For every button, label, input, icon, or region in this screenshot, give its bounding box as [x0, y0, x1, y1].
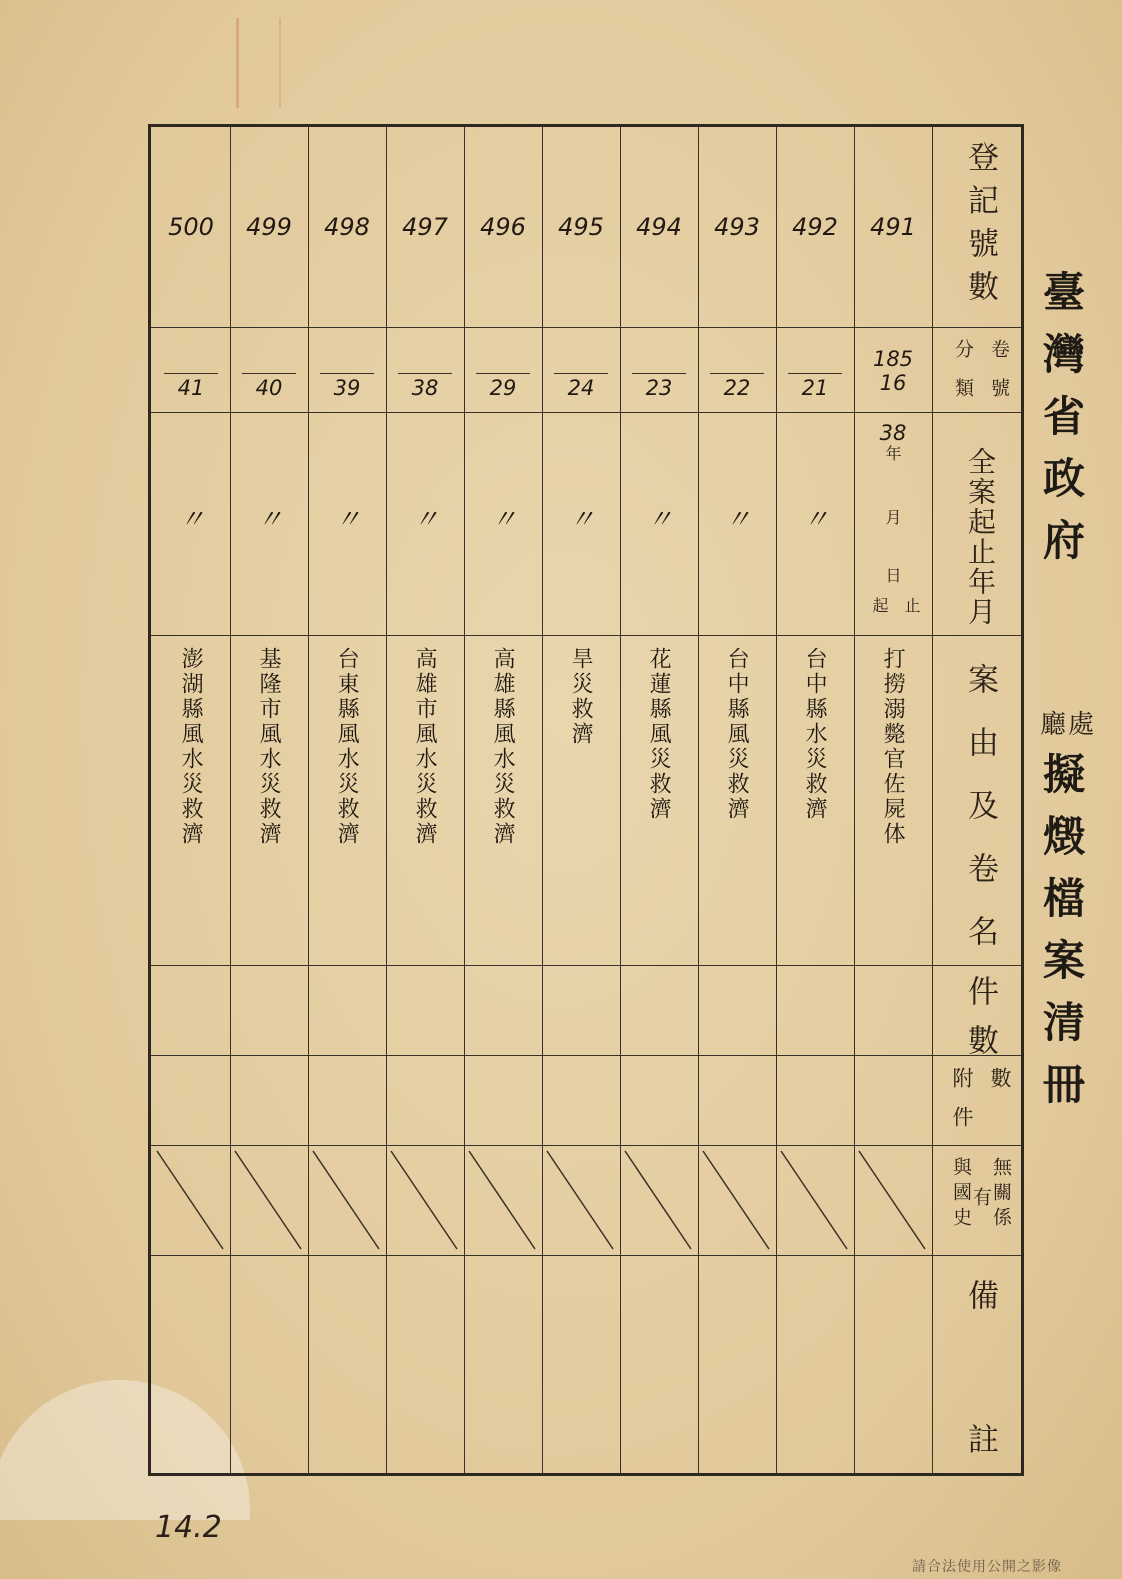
period-end-label: 止	[902, 597, 921, 619]
history-strike-line	[313, 1151, 379, 1249]
class-fraction-line	[242, 373, 296, 374]
class-fraction-line	[398, 373, 452, 374]
class-number: 23	[645, 376, 673, 400]
class-number: 29	[489, 376, 517, 400]
reg-number: 494	[636, 213, 682, 241]
header-count: 件數	[962, 975, 998, 1073]
period-ditto: 〃	[646, 505, 673, 535]
case-subject: 基隆市風水災救濟	[256, 647, 282, 847]
history-strike-line	[391, 1151, 457, 1249]
header-history-related: 有	[970, 1187, 992, 1212]
case-subject: 澎湖縣風水災救濟	[178, 647, 204, 847]
period-year-label: 年	[883, 445, 902, 467]
class-fraction-line	[788, 373, 842, 374]
reg-number: 498	[324, 213, 370, 241]
class-number: 22	[723, 376, 751, 400]
history-diagonals	[151, 1145, 932, 1255]
reg-number: 491	[870, 213, 916, 241]
period-ditto: 〃	[334, 505, 361, 535]
reg-number: 500	[168, 213, 214, 241]
history-strike-line	[859, 1151, 925, 1249]
reg-number: 495	[558, 213, 604, 241]
header-attach-count: 數	[988, 1067, 1012, 1094]
class-number: 21	[801, 376, 829, 400]
register-table	[148, 124, 1024, 1476]
reg-number: 499	[246, 213, 292, 241]
class-number: 24	[567, 376, 595, 400]
period-ditto: 〃	[178, 505, 205, 535]
class-fraction-line	[476, 373, 530, 374]
history-strike-line	[781, 1151, 847, 1249]
document-title: 臺灣省政府	[1037, 270, 1086, 580]
case-subject: 台中縣風災救濟	[724, 647, 750, 822]
header-remarks-top: 備	[962, 1279, 998, 1322]
class-number: 40	[255, 376, 283, 400]
header-reg-no: 登記號數	[962, 141, 998, 313]
period-ditto: 〃	[802, 505, 829, 535]
document-subtitle: 擬燬檔案清冊	[1037, 752, 1086, 1124]
period-day-label: 日	[883, 567, 902, 589]
period-ditto: 〃	[490, 505, 517, 535]
history-strike-line	[157, 1151, 223, 1249]
reg-number: 492	[792, 213, 838, 241]
header-classification: 分類	[952, 339, 974, 417]
period-ditto: 〃	[724, 505, 751, 535]
period-ditto: 〃	[568, 505, 595, 535]
history-strike-line	[625, 1151, 691, 1249]
history-strike-line	[469, 1151, 535, 1249]
class-fraction-line	[320, 373, 374, 374]
class-number: 39	[333, 376, 361, 400]
title-prefix: 廳處	[1040, 710, 1097, 740]
history-strike-line	[547, 1151, 613, 1249]
period-ditto: 〃	[412, 505, 439, 535]
header-attachments: 附件	[950, 1067, 974, 1145]
period-ditto: 〃	[256, 505, 283, 535]
reg-number: 496	[480, 213, 526, 241]
case-subject: 高雄市風水災救濟	[412, 647, 438, 847]
volume-number: 185	[872, 347, 914, 371]
footer-note: 請合法使用公開之影像	[912, 1559, 1062, 1575]
reg-number: 493	[714, 213, 760, 241]
history-strike-line	[235, 1151, 301, 1249]
header-remarks-bottom: 註	[962, 1423, 998, 1466]
header-history-national: 與國史	[950, 1157, 972, 1232]
class-fraction-line	[632, 373, 686, 374]
reg-number: 497	[402, 213, 448, 241]
class-fraction-line	[164, 373, 218, 374]
case-subject: 旱災救濟	[568, 647, 594, 747]
class-number: 38	[411, 376, 439, 400]
header-subject: 案由及卷名	[962, 663, 998, 978]
case-subject: 打撈溺斃官佐屍体	[880, 647, 906, 847]
header-history-unrelated: 無關係	[990, 1157, 1012, 1232]
case-subject: 高雄縣風水災救濟	[490, 647, 516, 847]
class-number: 16	[879, 371, 907, 395]
red-stamp-trace	[236, 18, 281, 108]
period-month-label: 月	[883, 509, 902, 531]
history-strike-line	[703, 1151, 769, 1249]
period-year: 38	[879, 421, 907, 445]
case-subject: 台東縣風水災救濟	[334, 647, 360, 847]
case-subject: 花蓮縣風災救濟	[646, 647, 672, 822]
header-period: 全案起止年月	[964, 447, 997, 627]
page-number: 14.2	[155, 1510, 222, 1545]
class-fraction-line	[710, 373, 764, 374]
class-number: 41	[177, 376, 205, 400]
case-subject: 台中縣水災救濟	[802, 647, 828, 822]
header-vol-no: 卷號	[988, 339, 1010, 417]
class-fraction-line	[554, 373, 608, 374]
period-start-label: 起	[870, 597, 889, 619]
